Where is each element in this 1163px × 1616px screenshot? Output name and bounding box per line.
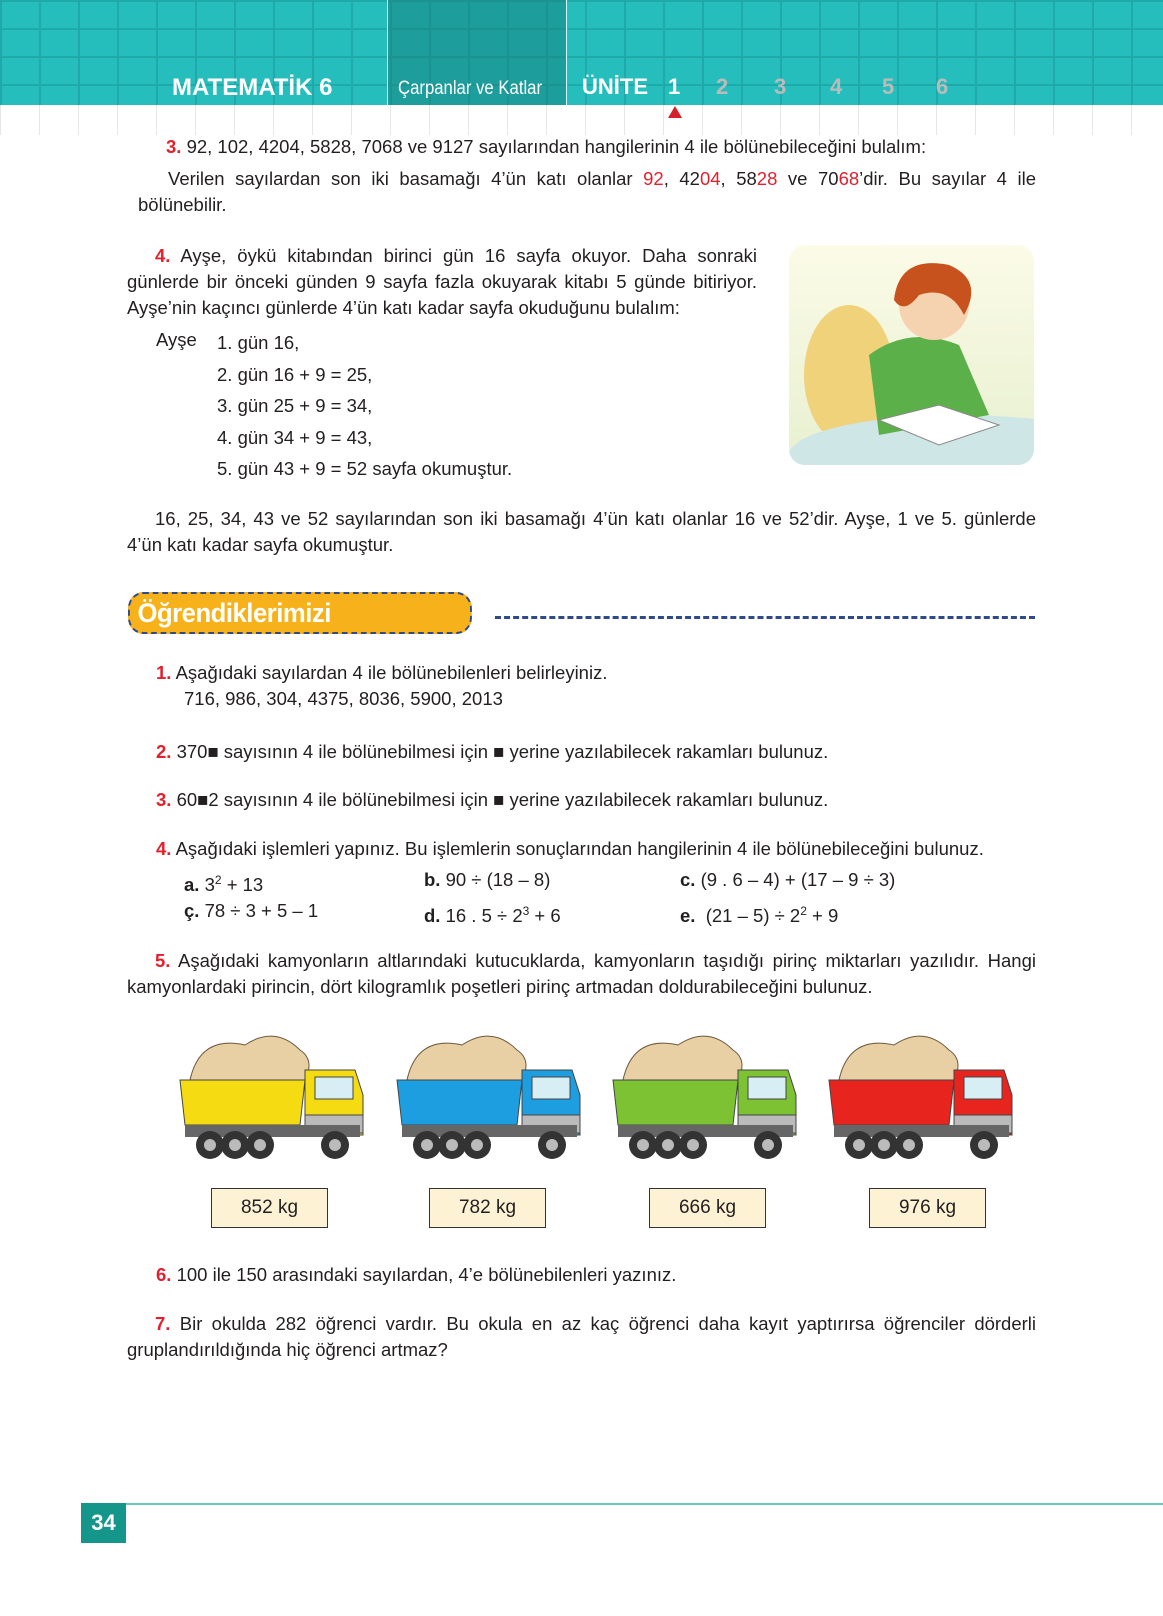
unit-5[interactable]: 5 <box>882 74 895 99</box>
exercise-6: 6. 100 ile 150 arasındaki sayılardan, 4’e bölünebilenleri yazınız. <box>156 1264 677 1285</box>
unit-4[interactable]: 4 <box>830 74 843 99</box>
truck-2-weight: 782 kg <box>429 1188 546 1228</box>
unit-1[interactable]: 1 <box>668 74 681 99</box>
example-4-days: 1. gün 16, 2. gün 16 + 9 = 25, 3. gün 25 + 9 = 34, 4. gün 34 + 9 = 43, 5. gün 43 + 9 = 52 sayfa okumuştur. <box>217 332 513 479</box>
example-4-question: 4. Ayşe, öykü kitabından birinci gün 16 sayfa okuyor. Daha sonraki günlerde bir önceki günden 9 sayfa fazla okuyarak kitabı 5 günde bitiriyor. Ayşe’nin kaçıncı günlerde 4’ün katı kadar sayfa okuduğunu bulalım: <box>127 245 757 318</box>
truck-3-illustration <box>608 1025 803 1185</box>
grid-decoration <box>0 105 1163 135</box>
truck-3-weight: 666 kg <box>649 1188 766 1228</box>
book-title: MATEMATİK 6 <box>172 74 333 101</box>
girl-reading-illustration <box>789 245 1034 465</box>
page-number: 34 <box>81 1503 126 1543</box>
section-divider <box>495 616 1035 619</box>
exercise-4d: d. 16 . $5 \div 2^3 + 6$ <box>424 904 561 927</box>
exercise-4a: a. $3^2 + 13$ <box>184 873 264 896</box>
truck-1-illustration <box>175 1025 370 1185</box>
exercise-4: 4. Aşağıdaki işlemleri yapınız. Bu işlemlerin sonuçlarından hangilerinin 4 ile bölünebileceğini bulunuz. <box>156 838 984 859</box>
truck-2-illustration <box>392 1025 587 1185</box>
exercise-2: 2. 370■ sayısının 4 ile bölünebilmesi için ■ yerine yazılabilecek rakamları bulunuz. <box>156 741 829 762</box>
truck-1-weight: 852 kg <box>211 1188 328 1228</box>
example-4-name: Ayşe <box>156 329 197 350</box>
example-3-answer: Verilen sayılardan son iki basamağı 4’ün katı olanlar 92, 4204, 5828 ve 7068’dir. Bu sayılar 4 ile bölünebilir. <box>138 168 1037 215</box>
active-unit-marker-icon <box>668 106 682 118</box>
unit-2[interactable]: 2 <box>716 74 729 99</box>
exercise-4cc: ç. 78 ÷ 3 + 5 – 1 <box>184 900 319 921</box>
exercise-4c: c. (9 . 6 – 4) + (17 – 9 ÷ 3) <box>680 869 896 890</box>
example-4-conclusion: 16, 25, 34, 43 ve 52 sayılarından son iki basamağı 4’ün katı olanlar 16 ve 52’dir. Ayşe, 1 ve 5. günlerde 4’ün katı kadar sayfa okumuştur. <box>127 508 1036 555</box>
unit-label: ÜNİTE <box>582 74 648 99</box>
unit-3[interactable]: 3 <box>774 74 787 99</box>
exercise-4b: b. 90 ÷ (18 – 8) <box>424 869 551 890</box>
example-3-question: 3. 92, 102, 4204, 5828, 7068 ve 9127 sayılarından hangilerinin 4 ile bölünebileceğini bulalım: <box>166 136 927 157</box>
exercise-1: 1. Aşağıdaki sayılardan 4 ile bölünebilenleri belirleyiniz. 716, 986, 304, 4375, 8036, 5900, 2013 <box>156 662 608 709</box>
exercise-5: 5. Aşağıdaki kamyonların altlarındaki kutucuklarda, kamyonların taşıdığı pirinç miktarları yazılıdır. Hangi kamyonlardaki pirincin, dört kilogramlık poşetleri pirinç artmadan doldurabileceğini bulunuz. <box>127 950 1036 997</box>
chapter-title: Çarpanlar ve Katlar <box>398 78 543 99</box>
exercise-7: 7. Bir okulda 282 öğrenci vardır. Bu okula en az kaç öğrenci daha kayıt yaptırırsa öğrenciler dörderli gruplandırıldığında hiç öğrenci artmaz? <box>127 1313 1037 1360</box>
truck-4-illustration <box>824 1025 1019 1185</box>
section-title: Öğrendiklerimizi Uygulayalım <box>128 592 472 634</box>
exercise-3: 3. 60■2 sayısının 4 ile bölünebilmesi için ■ yerine yazılabilecek rakamları bulunuz. <box>156 789 829 810</box>
footer-line <box>126 1503 1163 1505</box>
truck-4-weight: 976 kg <box>869 1188 986 1228</box>
unit-6[interactable]: 6 <box>936 74 949 99</box>
exercise-4e: e. $(21 - 5) \div 2^2 + 9$ <box>680 904 839 927</box>
